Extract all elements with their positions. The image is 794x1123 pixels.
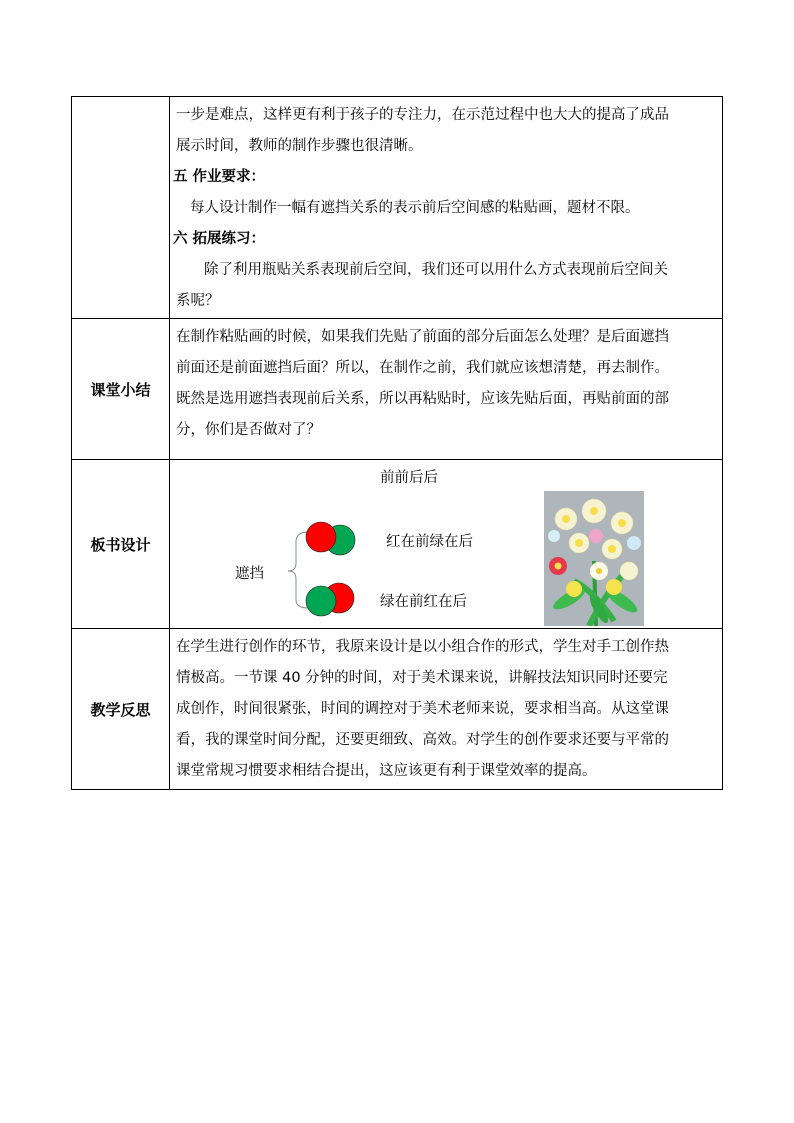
board-design	[170, 460, 722, 628]
extension-text-line: 除了利用瓶贴关系表现前后空间，我们还可以用什么方式表现前后空间关	[204, 262, 668, 278]
summary-line: 既然是选用遮挡表现前后关系，所以再粘贴时，应该先贴后面，再贴前面的部	[176, 391, 669, 407]
content-cell-summary	[170, 319, 723, 460]
content-cell-board	[170, 460, 723, 629]
table-row-reflection	[72, 629, 723, 790]
content-cell-continuation	[170, 97, 723, 319]
lesson-plan-table	[71, 96, 723, 790]
board-row-green-front: 绿在前红在后	[380, 594, 467, 610]
overlap-diagram	[170, 460, 550, 628]
bracket-label: 遮挡	[235, 566, 264, 582]
extension-text-line: 系呢？	[176, 293, 220, 309]
content-cell-reflection	[170, 629, 723, 790]
text-line: 一步是难点，这样更有利于孩子的专注力，在示范过程中也大大的提高了成品	[176, 107, 669, 123]
red-circle-front	[306, 522, 336, 552]
label-cell-empty	[72, 97, 170, 319]
section-heading-extension: 六 拓展练习：	[173, 231, 266, 247]
reflection-line: 课堂常规习惯要求相结合提出，这应该更有利于课堂效率的提高。	[176, 763, 597, 779]
reflection-line: 情极高。一节课 40 分钟的时间，对于美术课来说，讲解技法知识同时还要完	[176, 670, 668, 686]
reflection-line: 成创作，时间很紧张，时间的调控对于美术老师来说，要求相当高。从这堂课	[176, 701, 669, 717]
table-row-board	[72, 460, 723, 629]
text-line: 展示时间，教师的制作步骤也很清晰。	[176, 138, 423, 154]
reflection-line: 看，我的课堂时间分配，还要更细致、高效。对学生的创作要求还要与平常的	[176, 732, 669, 748]
label-summary: 课堂小结	[72, 319, 170, 460]
label-board: 板书设计	[72, 460, 170, 629]
summary-line: 分，你们是否做对了？	[176, 422, 321, 438]
flower-collage-photo	[544, 491, 644, 626]
table-row-summary	[72, 319, 723, 460]
homework-text: 每人设计制作一幅有遮挡关系的表示前后空间感的粘贴画，题材不限。	[190, 200, 640, 216]
board-row-red-front: 红在前绿在后	[386, 534, 473, 550]
summary-line: 在制作粘贴画的时候，如果我们先贴了前面的部分后面怎么处理？是后面遮挡	[176, 329, 669, 345]
section-heading-homework: 五 作业要求：	[173, 169, 266, 185]
summary-line: 前面还是前面遮挡后面？所以，在制作之前，我们就应该想清楚，再去制作。	[176, 360, 669, 376]
label-reflection: 教学反思	[72, 629, 170, 790]
board-title: 前前后后	[380, 470, 438, 486]
table-row-continuation	[72, 97, 723, 319]
reflection-line: 在学生进行创作的环节，我原来设计是以小组合作的形式，学生对手工创作热	[176, 639, 669, 655]
green-circle-front	[306, 586, 336, 616]
bracket-line	[288, 532, 308, 608]
